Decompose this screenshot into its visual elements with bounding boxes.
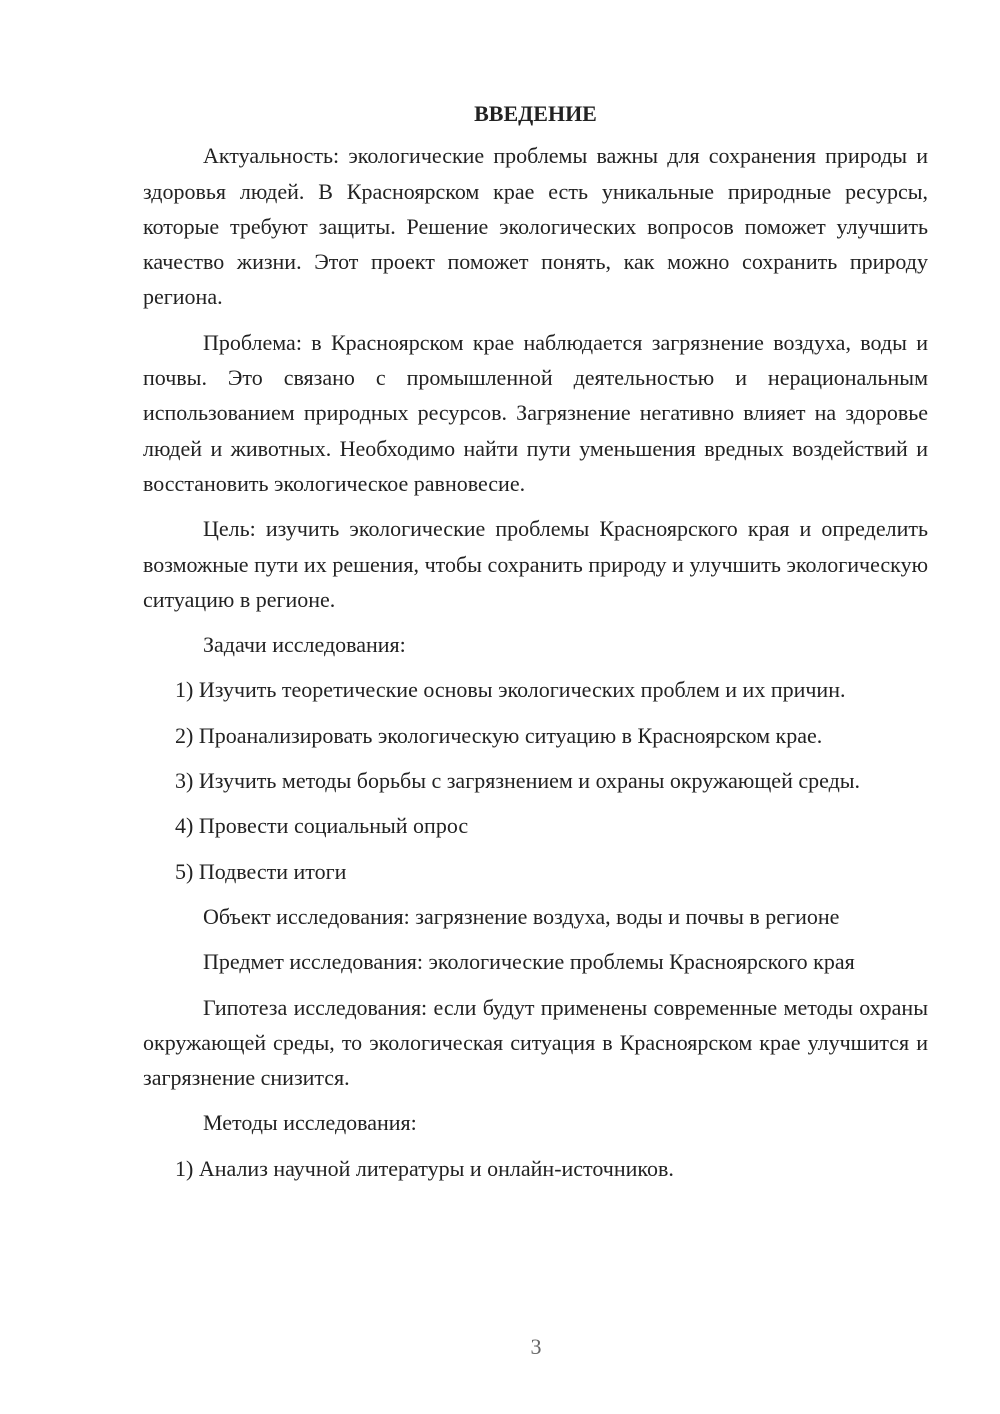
problem-paragraph: Проблема: в Красноярском крае наблюдается загрязнение воздуха, воды и почвы. Это связано с промышленной деятельностью и нерациональным использованием природных ресурсов. Загрязнение негативно влияет на здоровье людей и животных. Необходимо найти пути уменьшения вредных воздействий и восстановить экологическое равновесие.: [143, 329, 928, 496]
task-item-2: 2) Проанализировать экологическую ситуацию в Красноярском крае.: [175, 722, 823, 748]
page-body: [143, 96, 928, 1196]
task-item-1: 1) Изучить теоретические основы экологических проблем и их причин.: [175, 677, 846, 703]
task-item-5: 5) Подвести итоги: [175, 858, 347, 884]
tasks-heading: Задачи исследования:: [203, 632, 406, 658]
page-number: 3: [530, 1334, 542, 1359]
goal-paragraph: Цель: изучить экологические проблемы Красноярского края и определить возможные пути их решения, чтобы сохранить природу и улучшить экологическую ситуацию в регионе.: [143, 516, 928, 612]
task-item-4: 4) Провести социальный опрос: [175, 813, 469, 839]
relevance-paragraph: Актуальность: экологические проблемы важны для сохранения природы и здоровья людей. В Красноярском крае есть уникальные природные ресурсы, которые требуют защиты. Решение экологических вопросов поможет улучшить качество жизни. Этот проект поможет понять, как можно сохранить природу региона.: [143, 143, 928, 310]
methods-heading: Методы исследования:: [203, 1110, 417, 1136]
hypothesis-paragraph: Гипотеза исследования: если будут применены современные методы охраны окружающей среды, то экологическая ситуация в Красноярском крае улучшится и загрязнение снизится.: [143, 994, 928, 1091]
subject-paragraph: Предмет исследования: экологические проблемы Красноярского края: [203, 949, 855, 975]
method-item-1: 1) Анализ научной литературы и онлайн-источников.: [175, 1155, 674, 1181]
task-item-3: 3) Изучить методы борьбы с загрязнением и охраны окружающей среды.: [175, 768, 861, 794]
page-title: ВВЕДЕНИЕ: [474, 101, 597, 126]
object-paragraph: Объект исследования: загрязнение воздуха, воды и почвы в регионе: [203, 903, 840, 929]
